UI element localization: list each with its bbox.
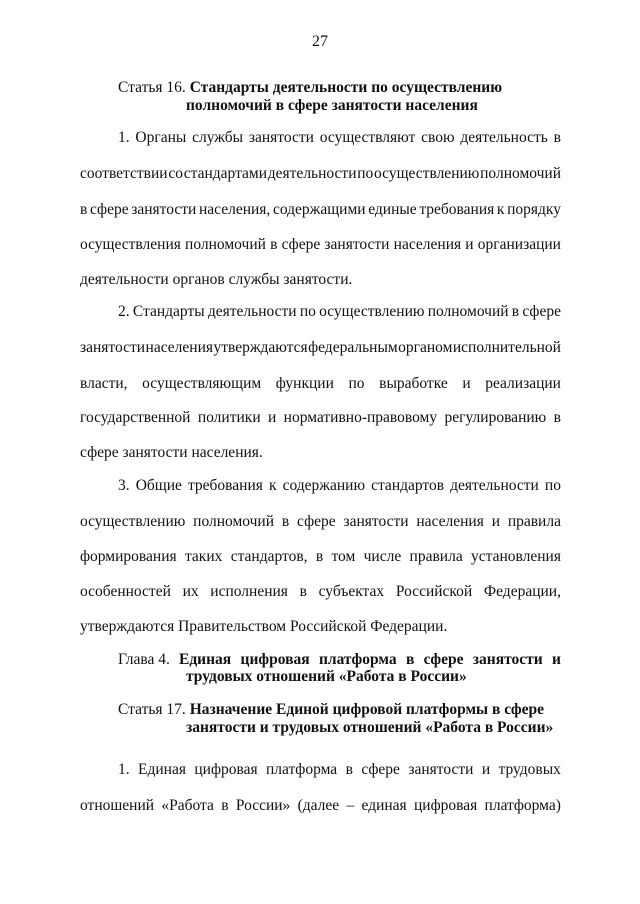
paragraph-line <box>80 796 561 816</box>
word: в <box>405 651 415 668</box>
word: платформа <box>318 651 397 668</box>
word: нормативно-правовому <box>283 409 438 426</box>
paragraph-line <box>80 235 561 255</box>
word: по <box>357 165 374 182</box>
word: в <box>221 797 229 814</box>
word: порядку <box>507 201 561 218</box>
word: Российской <box>395 583 473 600</box>
word: в <box>511 303 520 320</box>
word: занятости <box>408 761 474 778</box>
word: и <box>465 236 474 253</box>
word: единая <box>361 797 407 814</box>
paragraph-line <box>80 408 561 428</box>
word: правила <box>409 548 463 565</box>
word: исполнительной <box>452 339 561 356</box>
word: деятельности <box>207 303 297 320</box>
paragraph-line <box>118 302 561 322</box>
word: по <box>544 477 561 494</box>
article-16-title-line2: полномочий в сфере занятости населения <box>186 97 478 114</box>
word: отношений <box>80 797 155 814</box>
word: сфере <box>522 303 561 320</box>
word: к <box>496 201 505 218</box>
paragraph-line: утверждаются Правительством Российской Федерации. <box>80 618 448 635</box>
word: к <box>268 477 277 494</box>
word: свою <box>421 129 455 146</box>
word: том <box>331 548 356 565</box>
word: власти, <box>80 375 128 392</box>
article-17-title-line2: занятости и трудовых отношений «Работа в России» <box>186 719 554 736</box>
word: 1. <box>118 761 130 778</box>
word: в <box>80 201 88 218</box>
word: деятельности <box>267 165 357 182</box>
paragraph-line <box>118 128 561 148</box>
word: занятости <box>324 236 390 253</box>
word: сфере <box>423 651 464 668</box>
word: и <box>462 375 471 392</box>
paragraph-line <box>118 476 561 496</box>
paragraph-line <box>80 512 561 532</box>
paragraph-line <box>80 200 561 220</box>
word: осуществления <box>80 236 181 253</box>
word: населения <box>145 339 213 356</box>
word: сфере <box>297 513 336 530</box>
chapter-4-title-line2: трудовых отношений «Работа в России» <box>186 668 467 685</box>
word: Единая <box>179 651 232 668</box>
word: 1. <box>118 129 130 146</box>
word: платформа <box>266 761 338 778</box>
word: цифровая <box>240 651 310 668</box>
word: цифровая <box>413 797 478 814</box>
word: стандартов, <box>230 548 308 565</box>
word: требования <box>187 477 263 494</box>
word: и <box>267 409 277 426</box>
word: полномочий <box>427 303 509 320</box>
word: стандартов <box>371 477 445 494</box>
paragraph-line <box>80 374 561 394</box>
word: и <box>481 761 491 778</box>
word: в <box>299 583 307 600</box>
word: выработке <box>379 375 448 392</box>
word: их <box>182 583 199 600</box>
word: единые <box>368 201 417 218</box>
word: занятости <box>131 201 197 218</box>
word: населения <box>393 236 462 253</box>
word: Единая <box>138 761 186 778</box>
word: утверждаются <box>213 339 308 356</box>
word: в <box>553 129 561 146</box>
paragraph-line <box>80 582 561 602</box>
word: и <box>552 651 561 668</box>
paragraph-line: сфере занятости населения. <box>80 444 263 461</box>
word: цифровая <box>194 761 258 778</box>
word: полномочий <box>193 513 275 530</box>
word: субъектах <box>318 583 385 600</box>
word: России» <box>235 797 291 814</box>
word: Органы <box>135 129 187 146</box>
word: по <box>299 303 316 320</box>
word: Общие <box>135 477 182 494</box>
word: деятельности <box>450 477 539 494</box>
word: занятости <box>472 651 543 668</box>
word: населения <box>416 513 484 530</box>
word: в <box>345 761 353 778</box>
word: правила <box>507 513 561 530</box>
word: полномочий <box>185 236 266 253</box>
word: «Работа <box>161 797 214 814</box>
word: содержащими <box>272 201 366 218</box>
word: государственной <box>80 409 191 426</box>
paragraph-line: деятельности органов службы занятости. <box>80 271 353 288</box>
word: числе <box>363 548 402 565</box>
word: по <box>348 375 365 392</box>
page-number: 27 <box>312 33 328 50</box>
word: особенностей <box>80 583 171 600</box>
word: регулированию <box>444 409 547 426</box>
article-17-heading <box>118 700 544 720</box>
article-17-title: Назначение Единой цифровой платформы в сфере <box>189 701 545 718</box>
paragraph-line <box>80 338 561 358</box>
word: сфере <box>89 201 129 218</box>
word: деятельность <box>460 129 548 146</box>
word: в <box>553 409 561 426</box>
article-16-label: Статья 16. <box>118 79 186 96</box>
word: федеральным <box>308 339 398 356</box>
word: занятости <box>248 129 314 146</box>
word: осуществляющим <box>142 375 262 392</box>
word: таких <box>184 548 223 565</box>
paragraph-line <box>80 164 561 184</box>
word: организации <box>477 236 561 253</box>
word: осуществлению <box>80 513 186 530</box>
article-16-heading <box>118 78 502 98</box>
word: занятости <box>80 339 146 356</box>
word: 3. <box>118 477 130 494</box>
word: сфере <box>361 761 400 778</box>
article-16-title: Стандарты деятельности по осуществлению <box>189 79 503 96</box>
word: службы <box>192 129 244 146</box>
word: функции <box>275 375 334 392</box>
word: – <box>346 797 355 814</box>
word: в <box>281 513 290 530</box>
word: требования <box>419 201 495 218</box>
paragraph-line <box>118 760 561 780</box>
word: сфере <box>281 236 321 253</box>
word: органом <box>398 339 453 356</box>
word: осуществлению <box>374 165 480 182</box>
word: соответствии <box>80 165 168 182</box>
word: политики <box>197 409 261 426</box>
word: осуществлению <box>319 303 425 320</box>
word: 2. <box>118 303 130 320</box>
article-17-label: Статья 17. <box>118 701 186 718</box>
word: стандартами <box>183 165 268 182</box>
paragraph-line <box>80 547 561 567</box>
chapter-4-label: Глава 4. <box>118 651 170 668</box>
word: со <box>168 165 183 182</box>
word: Федерации, <box>483 583 561 600</box>
word: платформа) <box>484 797 561 814</box>
word: (далее <box>297 797 340 814</box>
word: исполнения <box>210 583 288 600</box>
word: в <box>270 236 278 253</box>
word: трудовых <box>498 761 561 778</box>
word: Стандарты <box>132 303 205 320</box>
word: населения, <box>198 201 271 218</box>
word: полномочий <box>480 165 561 182</box>
word: и <box>491 513 500 530</box>
word: осуществляют <box>319 129 416 146</box>
word: содержанию <box>282 477 366 494</box>
word: реализации <box>485 375 561 392</box>
word: формирования <box>80 548 177 565</box>
word: установления <box>471 548 561 565</box>
word: в <box>315 548 324 565</box>
word: занятости <box>343 513 409 530</box>
